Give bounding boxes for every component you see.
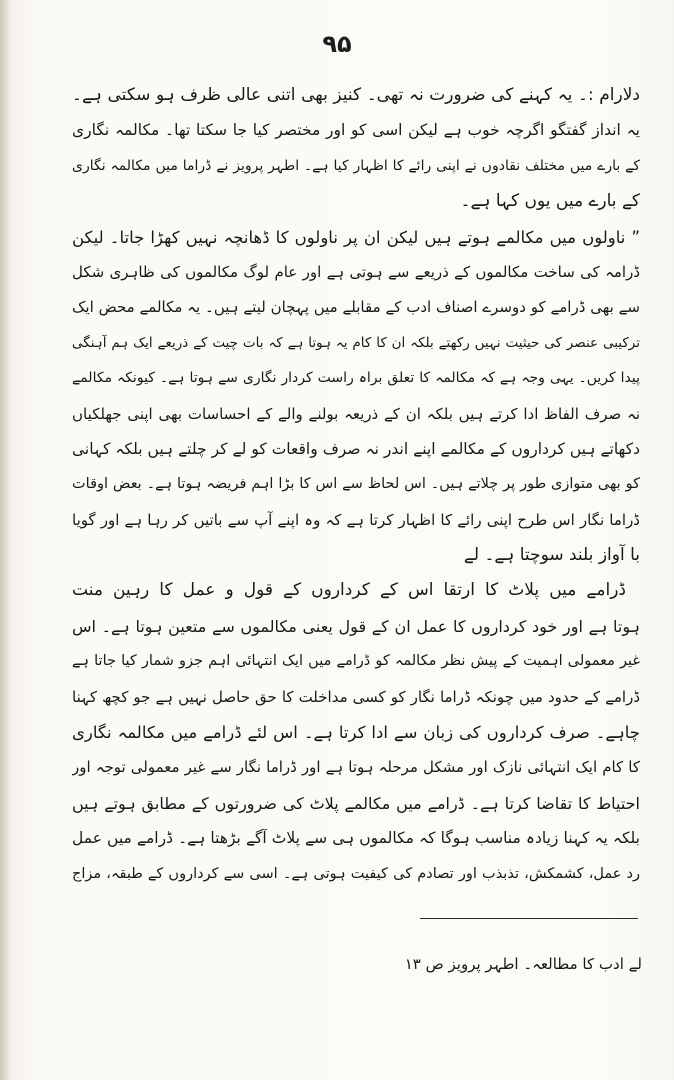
text-line: رد عمل، کشمکش، تذبذب اور تصادم کی کیفیت ہوتی ہے۔ اسی سے کرداروں کے طبقہ، مزاج xyxy=(72,865,640,882)
text-line: دلارام :۔ یہ کہنے کی ضرورت نہ تھی۔ کنیز بھی اتنی عالی ظرف ہو سکتی ہے۔ xyxy=(72,85,640,105)
body-text xyxy=(72,78,640,892)
quote-line: نہ صرف الفاظ ادا کرتے ہیں بلکہ ان کے ذریعہ بولنے والے کے احساسات بھی اپنی جھلکیاں xyxy=(72,404,640,423)
quote-line: ” ناولوں میں مکالمے ہوتے ہیں لیکن ان پر ناولوں کا ڈھانچہ نہیں کھڑا جاتا۔ لیکن xyxy=(72,227,640,247)
text-line: غیر معمولی اہمیت کے پیش نظر مکالمہ کو ڈرامے میں ایک انتہائی اہم جزو شمار کیا جاتا ہے xyxy=(72,653,640,670)
quote-line: ترکیبی عنصر کی حیثیت نہیں رکھتے بلکہ ان کا کام یہ ہوتا ہے کہ بات چیت کے ذریعے ایک ہم آہنگی xyxy=(72,334,640,351)
text-line: ڈرامے میں پلاٹ کا ارتقا اس کے کرداروں کے قول و عمل کا رہین منت xyxy=(72,580,626,601)
quote-line: دکھاتے ہیں کرداروں کے مکالمے اپنے اندر نہ صرف واقعات کو لے کر چلتے ہیں بلکہ کہانی xyxy=(72,439,640,458)
binding-shadow xyxy=(0,0,10,1080)
quote-line: سے بھی ڈرامے کو دوسرے اصناف ادب کے مقابلے میں پہچان لیتے ہیں۔ یہ مکالمے محض ایک xyxy=(72,298,640,317)
text-line: کے بارے میں یوں کہا ہے۔ xyxy=(460,191,640,212)
quote-line: پیدا کریں۔ یہی وجہ ہے کہ مکالمہ کا تعلق براہ راست کردار نگاری سے ہوتا ہے۔ کیونکہ مکالمے xyxy=(72,370,640,387)
text-line: یہ انداز گفتگو اگرچہ خوب ہے لیکن اسی کو اور مختصر کیا جا سکتا تھا۔ مکالمہ نگاری xyxy=(72,121,640,140)
text-line: احتیاط کا تقاضا کرتا ہے۔ ڈرامے میں مکالمے پلاٹ کی ضرورتوں کے مطابق ہوتے ہیں xyxy=(72,793,640,813)
text-line: کا کام ایک انتہائی نازک اور مشکل مرحلہ ہوتا ہے اور ڈراما نگار سے غیر معمولی توجہ اور xyxy=(72,758,640,777)
text-line: ڈرامے کے حدود میں چونکہ ڈراما نگار کو کسی مداخلت کا حق حاصل نہیں ہے جو کچھ کہنا xyxy=(72,687,640,706)
text-line: کے بارے میں مختلف نقادوں نے اپنی رائے کا اظہار کیا ہے۔ اطہر پرویز نے ڈراما میں مکالمہ نگاری xyxy=(72,157,640,174)
text-line: چاہے۔ صرف کرداروں کی زبان سے ادا کرتا ہے۔ اس لئے ڈرامے میں مکالمہ نگاری xyxy=(72,723,640,743)
quote-line: کو بھی متوازی طور پر چلاتے ہیں۔ اس لحاظ سے اس کا بڑا اہم فریضہ ہوتا ہے۔ بعض اوقات xyxy=(72,476,640,493)
text-line: ہوتا ہے اور خود کرداروں کا عمل ان کے قول یعنی مکالموں سے متعین ہوتا ہے۔ اس xyxy=(72,616,640,636)
text-line: بلکہ یہ کہنا زیادہ مناسب ہوگا کہ مکالموں ہی سے پلاٹ آگے بڑھتا ہے۔ ڈرامے میں عمل xyxy=(72,829,640,848)
quote-line: با آواز بلند سوچتا ہے۔ لے xyxy=(463,545,640,566)
quote-line: ڈراما نگار اس طرح اپنی رائے کا اظہار کرتا ہے کہ وہ اپنے آپ سے باتیں کر رہا ہے اور گویا xyxy=(72,510,640,529)
page-number: ۹۵ xyxy=(322,30,352,58)
footnote: لے ادب کا مطالعہ۔ اطہر پرویز ص ۱۳ xyxy=(404,955,642,973)
footnote-rule xyxy=(420,918,638,919)
quote-line: ڈرامہ کی ساخت مکالموں کے ذریعے سے ہوتی ہے اور عام لوگ مکالموں کی ظاہری شکل xyxy=(72,262,640,281)
